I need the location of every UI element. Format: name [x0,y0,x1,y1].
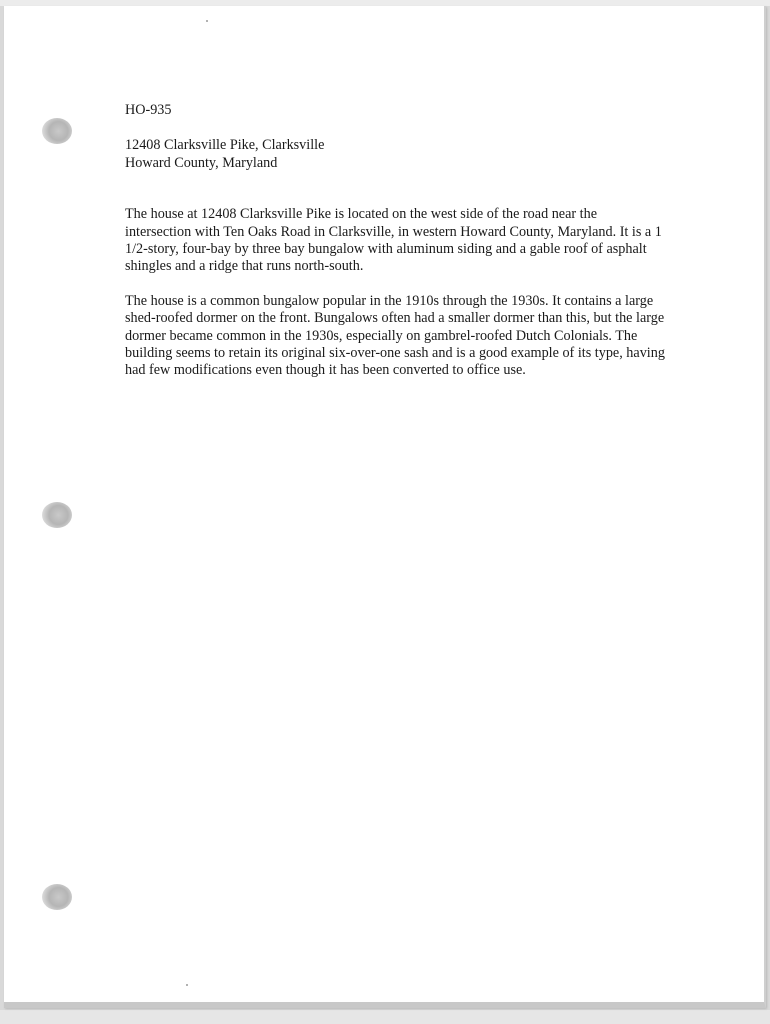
paragraph-description: The house is a common bungalow popular in the 1910s through the 1930s. It contains a large shed-roofed dormer on the front. Bungalows often had a smaller dormer than this, but the large dormer became common in the 1930s, especially on gambrel-roofed Dutch Colonials. The building seems to retain its original six-over-one sash and is a good example of its type, having had few modifications even though it has been converted to office use. [125,292,665,379]
punch-hole-icon [42,884,72,910]
punch-hole-icon [42,118,72,144]
address-block [125,137,665,172]
document-page [4,6,766,1008]
document-body [125,102,665,397]
scan-speck [186,984,188,986]
paragraph-location: The house at 12408 Clarksville Pike is located on the west side of the road near the intersection with Ten Oaks Road in Clarksville, in western Howard County, Maryland. It is a 1 1/2-story, four-bay by three bay bungalow with aluminum siding and a gable roof of asphalt shingles and a ridge that runs north-south. [125,206,662,275]
document-id: HO-935 [125,102,172,118]
address-line-2: Howard County, Maryland [125,154,278,171]
address-line-1: 12408 Clarksville Pike, Clarksville [125,137,325,154]
punch-hole-icon [42,502,72,528]
scan-edge-bottom [0,1010,770,1024]
scan-speck [206,20,208,22]
